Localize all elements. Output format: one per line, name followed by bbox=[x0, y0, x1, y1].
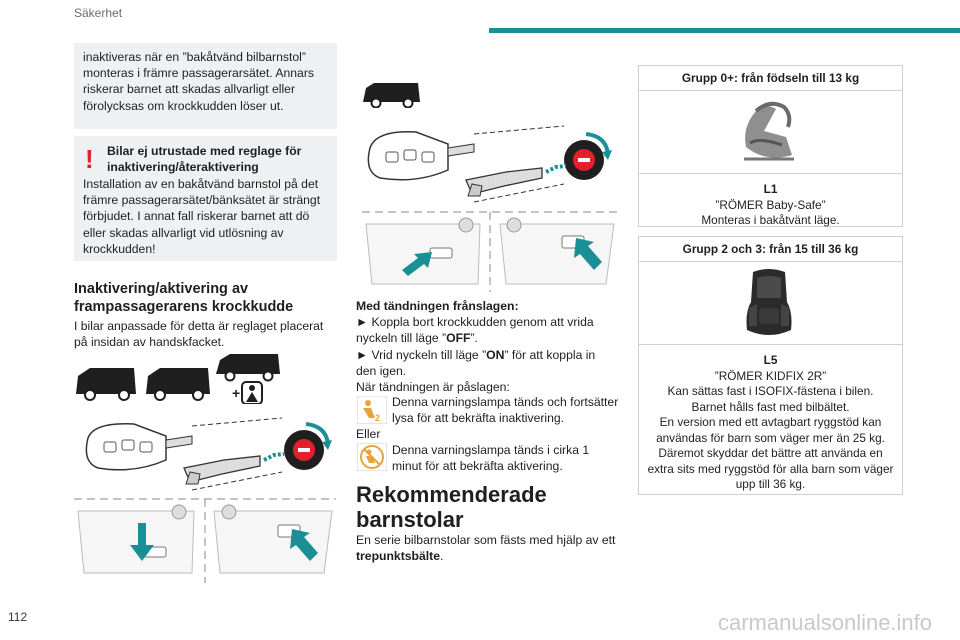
glovebox-illustration-left bbox=[74, 495, 336, 583]
body-text: En serie bilbarnstolar som fästs med hjälp av ett bbox=[356, 533, 616, 547]
group0-image-cell bbox=[639, 91, 902, 174]
recommended-seats-heading: Rekommenderade barnstolar bbox=[356, 482, 547, 532]
ignition-on-label: När tändningen är påslagen: bbox=[356, 380, 510, 395]
glovebox-illustration-middle bbox=[362, 208, 618, 292]
group0-header: Grupp 0+: från födseln till 13 kg bbox=[639, 66, 902, 91]
group23-image-cell bbox=[639, 262, 902, 345]
warning-title: Bilar ej utrustade med reglage för inaktivering/återaktivering bbox=[107, 144, 302, 175]
recommended-seats-body bbox=[356, 532, 618, 564]
body-end: . bbox=[439, 549, 444, 564]
group23-code: L5 bbox=[763, 353, 778, 367]
lamp-deactivation-text: Denna varningslampa tänds och fortsätter lysa för att bekräfta inaktivering. bbox=[392, 395, 619, 426]
header-accent-bar bbox=[489, 28, 960, 33]
body-emphasis: trepunktsbälte bbox=[356, 549, 440, 564]
group23-line: En version med ett avtagbart ryggstöd kan användas för barn som väger mer än 25 kg. Däremot skyddar det bättre att använda en extra sits med ryggstöd för alla barn som väger upp till 36 kg. bbox=[647, 415, 894, 491]
booster-seat-image bbox=[743, 268, 795, 340]
van-icon bbox=[146, 368, 210, 400]
section-title: Säkerhet bbox=[74, 6, 123, 20]
group0-code: L1 bbox=[763, 182, 778, 196]
airbag-off-lamp-icon bbox=[357, 396, 387, 424]
step-on-end: ” för att koppla in den igen. bbox=[356, 347, 596, 378]
key-off-label: OFF bbox=[446, 331, 471, 346]
step-off-end: ”. bbox=[470, 331, 478, 346]
warning-box bbox=[74, 136, 337, 261]
key-on-label: ON bbox=[486, 347, 505, 362]
warning-body: Installation av en bakåtvänd barnstol på det främre passagerarsätet/bänksätet är strängt förbjudet. I annat fall riskerar barnet att dö eller skadas allvarligt vid utlösning av krockkudden! bbox=[83, 177, 321, 256]
van-icon bbox=[76, 368, 136, 400]
van-icon bbox=[216, 354, 280, 381]
group23-name: ”RÖMER KIDFIX 2R” bbox=[714, 368, 827, 383]
group23-header: Grupp 2 och 3: från 15 till 36 kg bbox=[639, 237, 902, 262]
watermark: carmanualsonline.info bbox=[718, 610, 933, 635]
key-illustration-middle bbox=[362, 120, 618, 206]
van-illustrations-left bbox=[74, 352, 336, 404]
info-box bbox=[74, 43, 337, 129]
step-off-text: ► Koppla bort krockkudden genom att vrida nyckeln till läge ” bbox=[356, 315, 594, 346]
instruction-step-on bbox=[356, 347, 618, 379]
left-heading: Inaktivering/aktivering av frampassagerarens krockkudde bbox=[74, 281, 294, 315]
baby-seat-image bbox=[736, 97, 800, 167]
info-box-text: inaktiveras när en ”bakåtvänd bilbarnstol” monteras i främre passagerarsätet. Annars riskerar barnet att skadas allvarligt eller förolycksas om krockkudden löser ut. bbox=[83, 50, 314, 113]
airbag-on-lamp-icon bbox=[357, 443, 387, 471]
group23-table bbox=[638, 236, 903, 495]
group23-line: Kan sättas fast i ISOFIX-fästena i bilen. bbox=[667, 384, 874, 398]
group0-table bbox=[638, 65, 903, 227]
van-illustration-middle bbox=[362, 82, 422, 108]
group0-note: Monteras i bakåtvänt läge. bbox=[701, 213, 840, 227]
svg-text:2: 2 bbox=[375, 413, 381, 423]
instructions bbox=[356, 298, 618, 395]
group23-line: Barnet hålls fast med bilbältet. bbox=[691, 399, 850, 414]
step-on-text: ► Vrid nyckeln till läge ” bbox=[356, 347, 487, 362]
warning-icon: ! bbox=[85, 144, 94, 174]
group0-desc bbox=[639, 174, 902, 229]
child-seat-plus-icon bbox=[232, 382, 262, 404]
key-illustration-left bbox=[74, 410, 336, 492]
or-label: Eller bbox=[356, 427, 381, 441]
group0-name: ”RÖMER Baby-Safe” bbox=[715, 197, 826, 212]
left-body: I bilar anpassade för detta är reglaget placerat på insidan av handskfacket. bbox=[74, 319, 324, 350]
instruction-step-off bbox=[356, 314, 618, 346]
page-number: 112 bbox=[8, 610, 28, 624]
group23-desc bbox=[639, 345, 902, 493]
instructions-lead: Med tändningen frånslagen: bbox=[356, 299, 519, 313]
svg-text:+: + bbox=[232, 385, 241, 401]
lamp-activation-text: Denna varningslampa tänds i cirka 1 minut för att bekräfta aktivering. bbox=[392, 443, 590, 474]
